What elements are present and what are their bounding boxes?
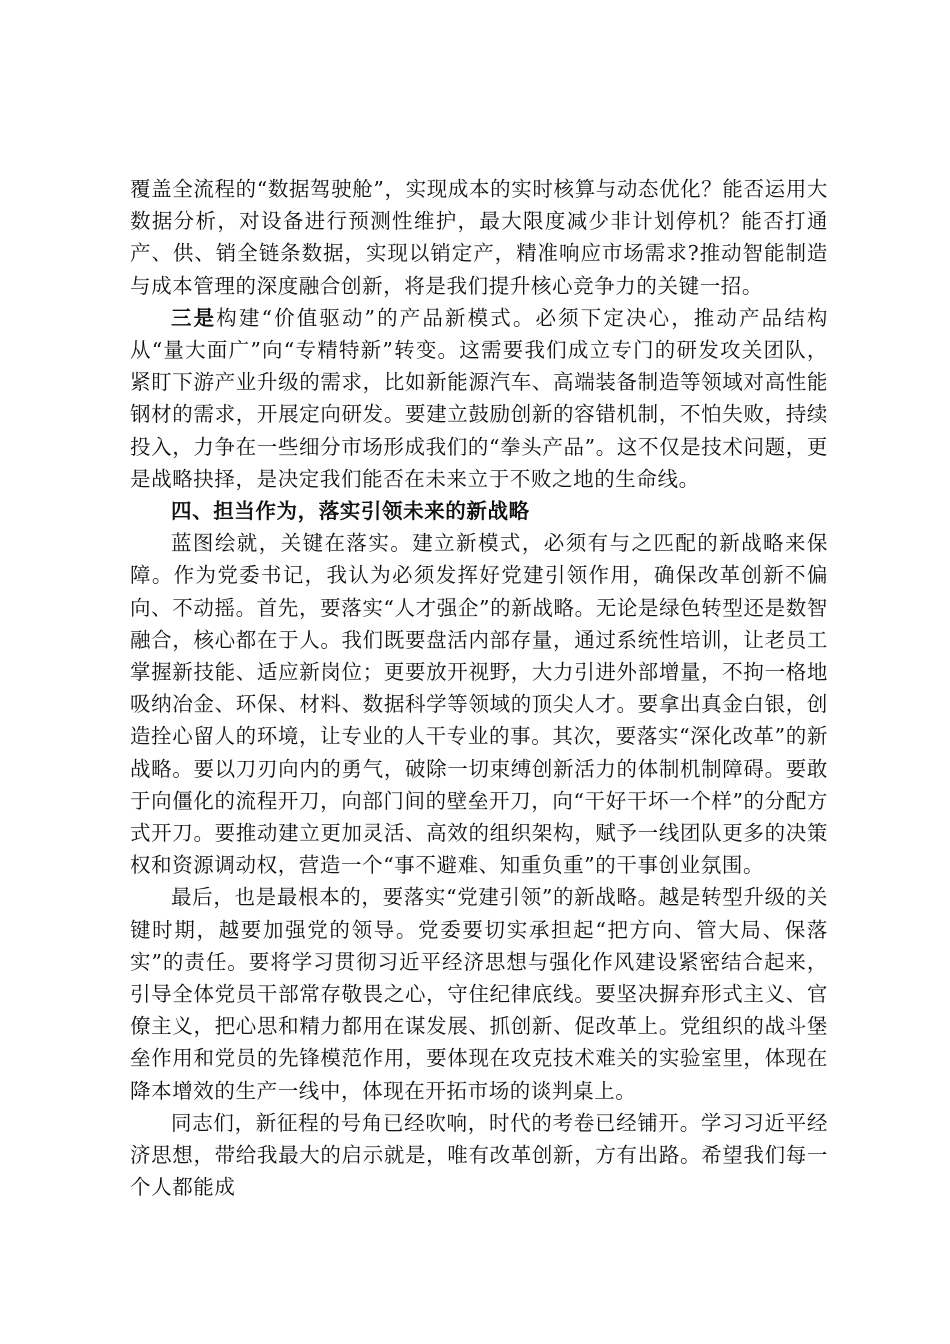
paragraph-lead: 三是 xyxy=(171,305,217,330)
body-paragraph: 同志们，新征程的号角已经吹响，时代的考卷已经铺开。学习习近平经济思想，带给我最大的启示就是，唯有改革创新，方有出路。希望我们每一个人都能成 xyxy=(130,1110,828,1200)
paragraph-point-three xyxy=(130,302,828,495)
paragraph-text: 覆盖全流程的“数据驾驶舱”，实现成本的实时核算与动态优化？能否运用大数据分析，对设备进行预测性维护，最大限度减少非计划停机？能否打通产、供、销全链条数据，实现以销定产，精准响应市场需求?推动智能制造与成本管理的深度融合创新，将是我们提升核心竞争力的关键一招。 xyxy=(130,177,828,298)
section-heading: 四、担当作为，落实引领未来的新战略 xyxy=(171,499,530,524)
paragraph-continued xyxy=(130,173,828,302)
document-page xyxy=(130,173,828,1204)
paragraph-text: 构建“价值驱动”的产品新模式。必须下定决心，推动产品结构从“量大面广”向“专精特新”转变。这需要我们成立专门的研发攻关团队，紧盯下游产业升级的需求，比如新能源汽车、高端装备制造等领域对高性能钢材的需求，开展定向研发。要建立鼓励创新的容错机制，不怕失败，持续投入，力争在一些细分市场形成我们的“拳头产品”。这不仅是技术问题，更是战略抉择，是决定我们能否在未来立于不败之地的生命线。 xyxy=(130,305,829,491)
body-paragraph: 蓝图绘就，关键在落实。建立新模式，必须有与之匹配的新战略来保障。作为党委书记，我认为必须发挥好党建引领作用，确保改革创新不偏向、不动摇。首先，要落实“人才强企”的新战略。无论是绿色转型还是数智融合，核心都在于人。我们既要盘活内部存量，通过系统性培训，让老员工掌握新技能、适应新岗位；更要放开视野，大力引进外部增量，不拘一格地吸纳冶金、环保、材料、数据科学等领域的顶尖人才。要拿出真金白银，创造拴心留人的环境，让专业的人干专业的事。其次，要落实“深化改革”的新战略。要以刀刃向内的勇气，破除一切束缚创新活力的体制机制障碍。要敢于向僵化的流程开刀，向部门间的壁垒开刀，向“干好干坏一个样”的分配方式开刀。要推动建立更加灵活、高效的组织架构，赋予一线团队更多的决策权和资源调动权，营造一个“事不避难、知重负重”的干事创业氛围。 xyxy=(130,531,828,878)
body-paragraph: 最后，也是最根本的，要落实“党建引领”的新战略。越是转型升级的关键时期，越要加强党的领导。党委要切实承担起“把方向、管大局、保落实”的责任。要将学习贯彻习近平经济思想与强化作风建设紧密结合起来，引导全体党员干部常存敬畏之心，守住纪律底线。要坚决摒弃形式主义、官僚主义，把心思和精力都用在谋发展、抓创新、促改革上。党组织的战斗堡垒作用和党员的先锋模范作用，要体现在攻克技术难关的实验室里，体现在降本增效的生产一线中，体现在开拓市场的谈判桌上。 xyxy=(130,885,828,1103)
